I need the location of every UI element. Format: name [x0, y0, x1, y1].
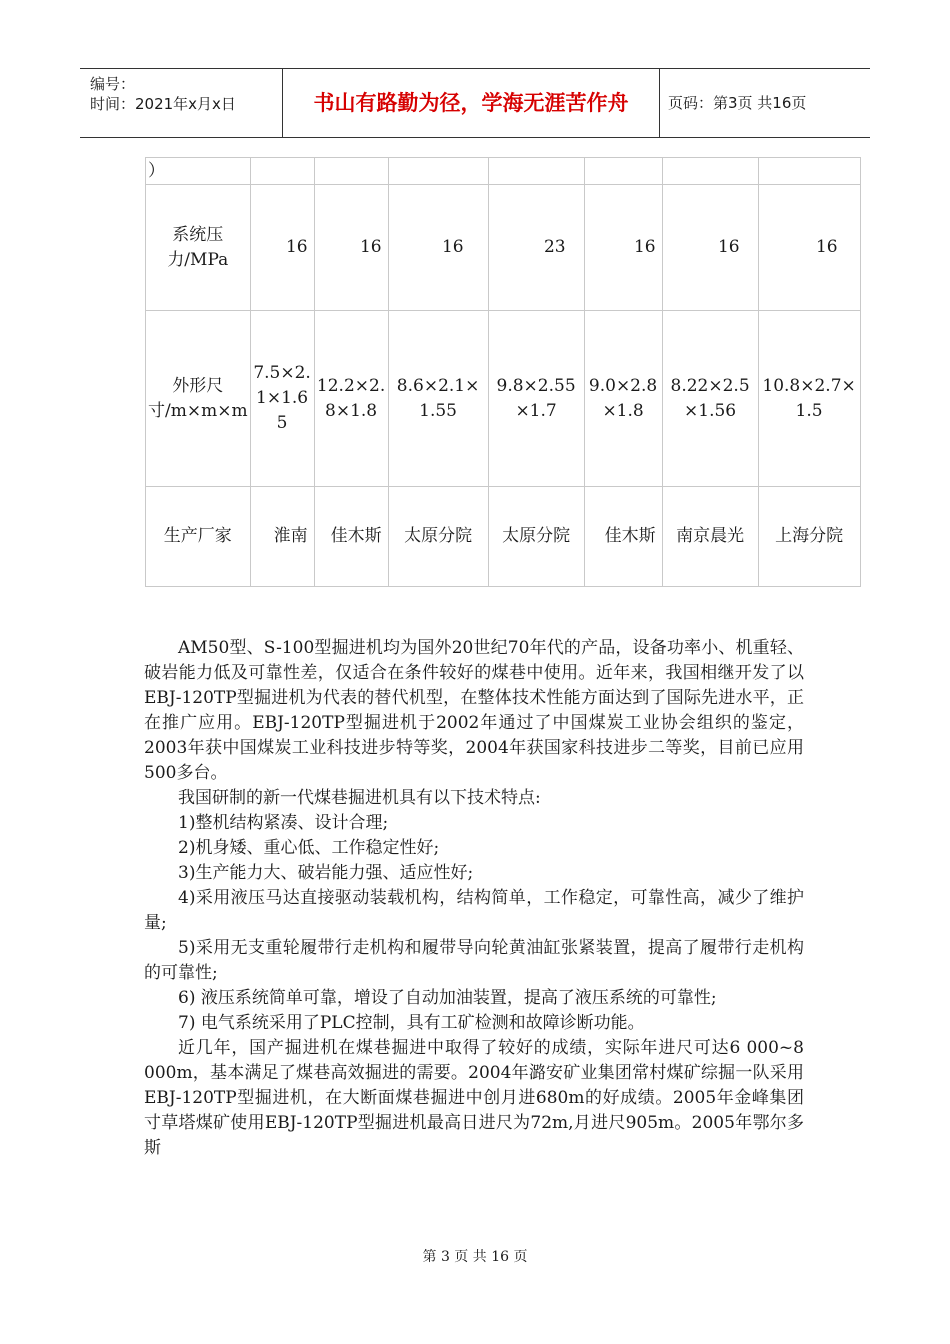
table-cell: 16: [662, 185, 758, 311]
table-cell: 9.8×2.55×1.7: [488, 311, 584, 487]
table-cell: 太原分院: [388, 487, 488, 587]
table-cell: 8.22×2.5×1.56: [662, 311, 758, 487]
list-item: 7) 电气系统采用了PLC控制，具有工矿检测和故障诊断功能。: [178, 1013, 645, 1033]
paragraph: 近几年，国产掘进机在煤巷掘进中取得了较好的成绩，实际年进尺可达6 000~8 000m，基本满足了煤巷高效掘进的需要。2004年潞安矿业集团常村煤矿综掘一队采用 EBJ-120TP型掘进机，在大断面煤巷掘进中创月进680m的好成绩。2005年金峰集团寸草塔煤矿使用EBJ-120TP型掘进机最高日进尺为72m,月进尺905m。2005年鄂尔多斯: [144, 1038, 804, 1158]
table-cell: 16: [314, 185, 388, 311]
table-cell: 16: [250, 185, 314, 311]
paragraph: 我国研制的新一代煤巷掘进机具有以下技术特点:: [178, 788, 541, 808]
table-cell: 10.8×2.7×1.5: [758, 311, 860, 487]
table-cell: 16: [758, 185, 860, 311]
paragraph: AM50型、S-100型掘进机均为国外20世纪70年代的产品，设备功率小、机重轻、破岩能力低及可靠性差，仅适合在条件较好的煤巷中使用。近年来，我国相继开发了以EBJ-120TP型掘进机为代表的替代机型，在整体技术性能方面达到了国际先进水平，正在推广应用。EBJ-120TP型掘进机于2002年通过了中国煤炭工业协会组织的鉴定，2003年获中国煤炭工业科技进步特等奖，2004年获国家科技进步二等奖，目前已应用500多台。: [144, 638, 804, 783]
table-cell: 16: [388, 185, 488, 311]
header-motto: 书山有路勤为径，学海无涯苦作舟: [283, 69, 660, 137]
table-cell: 7.5×2.1×1.65: [250, 311, 314, 487]
table-cell: 9.0×2.8×1.8: [584, 311, 662, 487]
table-row-label: ）: [146, 158, 251, 185]
table-cell: 8.6×2.1×1.55: [388, 311, 488, 487]
table-cell: 23: [488, 185, 584, 311]
table-row-label: 外形尺寸/m×m×m: [146, 311, 251, 487]
table-row-manufacturer: [146, 487, 861, 587]
list-item: 5)采用无支重轮履带行走机构和履带导向轮黄油缸张紧装置，提高了履带行走机构的可靠性;: [144, 938, 804, 983]
table-cell: 佳木斯: [314, 487, 388, 587]
table-cell: 16: [584, 185, 662, 311]
header-meta: [80, 69, 283, 137]
page-footer: 第 3 页 共 16 页: [422, 1249, 528, 1265]
list-item: 6) 液压系统简单可靠，增设了自动加油装置，提高了液压系统的可靠性;: [178, 988, 717, 1008]
table-row-pressure: [146, 185, 861, 311]
body-text: [144, 636, 804, 1161]
list-item: 4)采用液压马达直接驱动装载机构，结构简单，工作稳定，可靠性高，减少了维护量;: [144, 888, 804, 933]
table-cell: 南京晨光: [662, 487, 758, 587]
table-cell: 上海分院: [758, 487, 860, 587]
list-item: 2)机身矮、重心低、工作稳定性好;: [178, 838, 440, 858]
document-header: [80, 68, 870, 138]
table-cell: 淮南: [250, 487, 314, 587]
header-page-info: 页码：第3页 共16页: [668, 94, 807, 112]
table-cell: 12.2×2.8×1.8: [314, 311, 388, 487]
table-row-label: 系统压力/MPa: [146, 185, 251, 311]
table-cell: 佳木斯: [584, 487, 662, 587]
list-item: 1)整机结构紧凑、设计合理;: [178, 813, 389, 833]
header-code: 编号：: [90, 75, 136, 93]
table-row-partial: [146, 158, 861, 185]
header-date: 时间：2021年x月x日: [90, 95, 236, 113]
spec-table: [145, 157, 861, 587]
table-row-label: 生产厂家: [146, 487, 251, 587]
table-row-dimensions: [146, 311, 861, 487]
list-item: 3)生产能力大、破岩能力强、适应性好;: [178, 863, 474, 883]
table-cell: 太原分院: [488, 487, 584, 587]
